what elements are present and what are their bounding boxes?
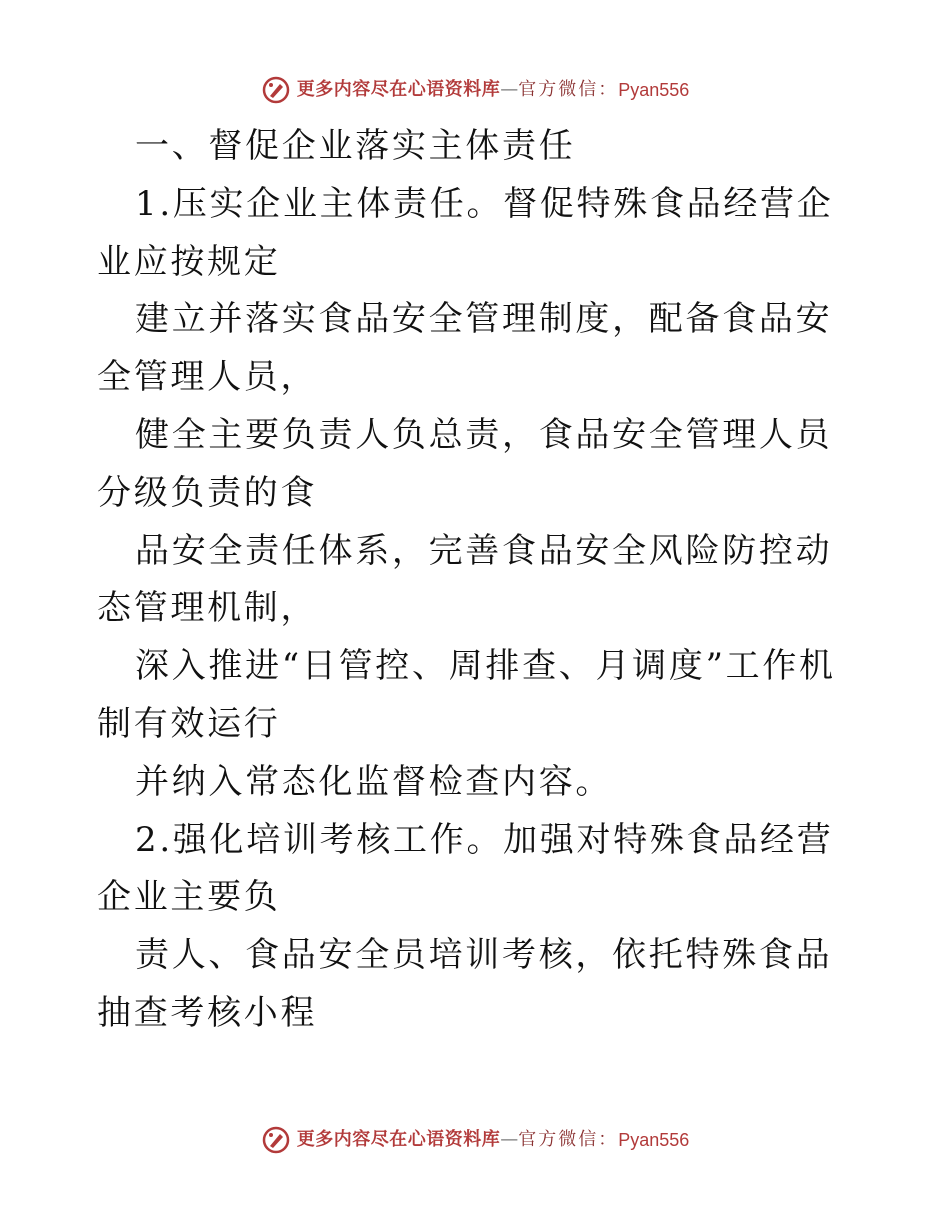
section-heading: 一、督促企业落实主体责任 (135, 126, 576, 166)
pen-nib-logo-icon (261, 1125, 291, 1155)
header-watermark-banner (0, 70, 950, 110)
paragraph: 1.压实企业主体责任。督促特殊食品经营企业应按规定 (97, 183, 834, 282)
banner-wechat-id: Pyan556 (618, 1130, 690, 1150)
banner-main-text: 更多内容尽在心语资料库 (296, 1129, 501, 1150)
paragraph: 建立并落实食品安全管理制度，配备食品安全管理人员， (97, 299, 833, 398)
pen-nib-logo-icon (261, 75, 291, 105)
banner-dash: — (500, 79, 519, 100)
banner-wechat-id: Pyan556 (618, 80, 690, 100)
document-body (97, 118, 853, 1043)
banner-main-text: 更多内容尽在心语资料库 (296, 79, 501, 100)
paragraph: 深入推进“日管控、周排查、月调度”工作机制有效运行 (97, 646, 836, 744)
banner-wechat-label: 官方微信： (518, 1129, 619, 1150)
paragraph: 责人、食品安全员培训考核，依托特殊食品抽查考核小程 (97, 935, 833, 1033)
paragraph: 并纳入常态化监督检查内容。 (135, 761, 613, 802)
paragraph: 2.强化培训考核工作。加强对特殊食品经营企业主要负 (97, 819, 834, 918)
paragraph: 健全主要负责人负总责，食品安全管理人员分级负责的食 (97, 414, 833, 513)
paragraph: 品安全责任体系，完善食品安全风险防控动态管理机制， (97, 530, 833, 629)
footer-watermark-banner (0, 1120, 950, 1160)
banner-dash: — (500, 1129, 519, 1150)
banner-wechat-label: 官方微信： (518, 79, 619, 100)
